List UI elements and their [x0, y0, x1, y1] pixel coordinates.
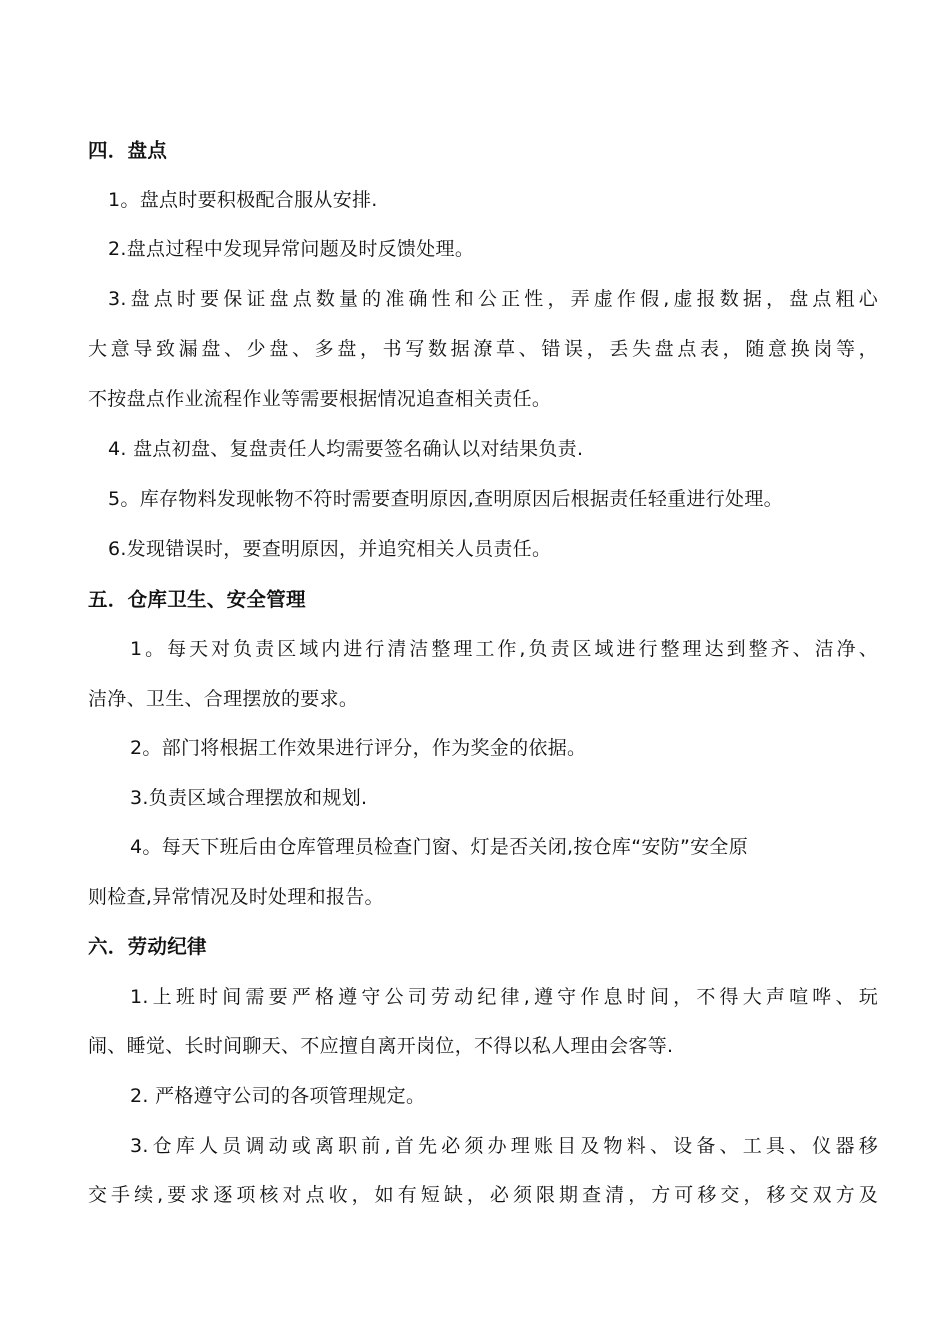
list-item: 4。每天下班后由仓库管理员检查门窗、灯是否关闭,按仓库“安防”安全原 — [130, 836, 749, 858]
list-item-continuation: 大意导致漏盘、少盘、多盘，书写数据潦草、错误，丢失盘点表，随意换岗等， — [88, 338, 878, 360]
list-item: 3.仓库人员调动或离职前,首先必须办理账目及物料、设备、工具、仪器移 — [130, 1135, 878, 1157]
list-item: 2. 严格遵守公司的各项管理规定。 — [130, 1085, 426, 1107]
list-item: 6.发现错误时，要查明原因，并追究相关人员责任。 — [108, 538, 552, 560]
list-item: 3.负责区域合理摆放和规划. — [130, 787, 368, 809]
section-heading-hygiene-safety: 五．仓库卫生、安全管理 — [88, 588, 306, 611]
list-item: 2。部门将根据工作效果进行评分，作为奖金的依据。 — [130, 737, 587, 759]
list-item-continuation: 不按盘点作业流程作业等需要根据情况追查相关责任。 — [88, 388, 552, 410]
list-item-continuation: 则检查,异常情况及时处理和报告。 — [88, 886, 384, 908]
list-item-continuation: 交手续,要求逐项核对点收，如有短缺，必须限期查清，方可移交，移交双方及 — [88, 1184, 878, 1206]
list-item-continuation: 洁净、卫生、合理摆放的要求。 — [88, 688, 359, 710]
list-item: 5。库存物料发现帐物不符时需要查明原因,查明原因后根据责任轻重进行处理。 — [108, 488, 783, 510]
list-item: 4. 盘点初盘、复盘责任人均需要签名确认以对结果负责. — [108, 438, 584, 460]
list-item: 1。每天对负责区域内进行清洁整理工作,负责区域进行整理达到整齐、洁净、 — [130, 638, 878, 660]
list-item: 2.盘点过程中发现异常问题及时反馈处理。 — [108, 238, 475, 260]
section-heading-labor-discipline: 六．劳动纪律 — [88, 935, 207, 958]
list-item-continuation: 闹、睡觉、长时间聊天、不应擅自离开岗位，不得以私人理由会客等. — [88, 1035, 674, 1057]
section-heading-inventory: 四．盘点 — [88, 139, 168, 162]
list-item: 3.盘点时要保证盘点数量的准确性和公正性，弄虚作假,虚报数据，盘点粗心 — [108, 288, 878, 310]
list-item: 1。盘点时要积极配合服从安排. — [108, 189, 378, 211]
list-item: 1.上班时间需要严格遵守公司劳动纪律,遵守作息时间，不得大声喧哗、玩 — [130, 986, 878, 1008]
